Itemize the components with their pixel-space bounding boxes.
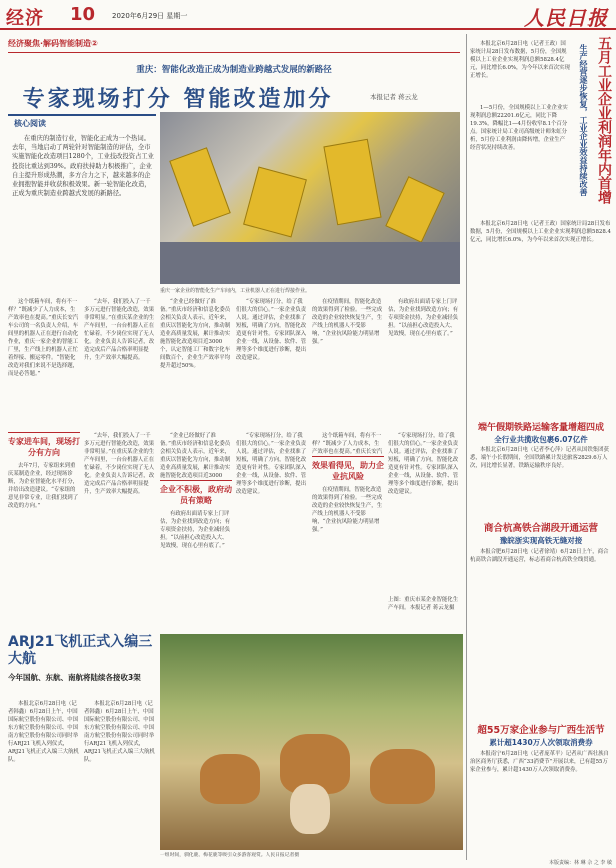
- subhead-2-text: 有政府出面请专家上门评估，为企业找到改造方向；有专项资金扶持，为企业减轻负担。“以前担心改造投入大、见效慢，现在心里有底了。”: [160, 511, 231, 549]
- high-speed-rail-headline: 商合杭高铁合湖段开通运营: [483, 523, 598, 534]
- railway-headline: 端午假期铁路运输客量增超四成: [477, 423, 604, 433]
- subhead-expert-scoring: 专家进车间，现场打分有方向: [8, 437, 80, 457]
- arj21-headline: ARJ21飞机正式入编三大航: [8, 634, 153, 667]
- article-column-3: “企业已经做好了准备。”重庆市经济和信息化委员会相关负责人表示，近年来，重庆以智能化为方向，推动制造业高质量发展，累计推动实施智能化改造项目近3000个，认定智能工厂和数字化车间数百个，企业生产效率平均提升超过50%。: [160, 299, 231, 369]
- section-name: 经济: [6, 8, 44, 29]
- article-column-6b: “专家现场打分，给了我们很大的信心。”一家企业负责人说。通过评估，企业找准了短板，明确了方向，智能化改造更有针对性。专家团队深入企业一线，从设备、软件、管理等多个维度进行诊断，提出改造建议。: [388, 433, 459, 495]
- subhead-rule: [312, 456, 384, 457]
- article-column-2: “去年，我们投入了一千多万元进行智能化改造，效果非常明显。”在重庆某企业的生产车间里，一台台机器人正在忙碌着，不少岗位实现了无人化。企业负责人告诉记者，改造完成后产品合格率明显提升，生产效率大幅提高。: [84, 299, 155, 361]
- newspaper-logo: 人民日报: [524, 6, 608, 30]
- article-column-5b: 这个纸箱车间，将有不一样？“既减少了人力成本，生产效率也在提高。”重庆长安汽: [312, 433, 383, 454]
- banner-rule: [8, 52, 460, 53]
- arj21-text-col-1: 本报北京6月28日电（记者韩鑫）6月28日上午，中国国际航空股份有限公司、中国东方航空股份有限公司、中国南方航空股份有限公司同时举行ARJ21飞机入列仪式，ARJ21飞机正式入编三大航机队。: [8, 701, 79, 763]
- article-column-6: 有政府出面请专家上门评估，为企业找到改造方向；有专项资金扶持，为企业减轻负担。“以前担心改造投入大、见效慢，现在心里有底了。”: [388, 299, 459, 337]
- railway-subheadline: 全行业共揽收包裹6.07亿件: [494, 435, 588, 444]
- article-column-5: 在疫情期间，智能化改造的效果得到了检验。一些完成改造的企业较快恢复生产，生产线上的机器人不受影响，“企业抗风险能力明显增强。”: [312, 299, 383, 345]
- guangxi-festival-text: 本报南宁6月28日电（记者庞革平）记者从广西壮族自治区商务厅获悉，广西“33消费节”开展以来，已有超55万家企业参与，累计超1430万人次领取消费券。: [470, 751, 609, 773]
- factory-photo-caption: 重庆一家企业的智能化生产车间内，工业机器人正在进行焊接作业。: [160, 288, 311, 294]
- industrial-profit-text-2: 本报北京6月28日电（记者王政）国家统计局28日发布数据，5月份，全国规模以上工业企业实现利润总额5828.4亿元，同比增长6.0%，为今年以来首次实现正增长。: [470, 221, 611, 243]
- subhead-visible-results: 效果看得见，助力企业抗风险: [312, 461, 384, 481]
- robot-arm-icon: [169, 147, 231, 226]
- column-divider: [466, 34, 467, 860]
- article-column-4: “专家现场打分，给了我们很大的信心。”一家企业负责人说。通过评估，企业找准了短板，明确了方向，智能化改造更有针对性。专家团队深入企业一线，从设备、软件、管理等多个维度进行诊断，提出改造建议。: [236, 299, 307, 361]
- subhead-rule: [160, 480, 232, 481]
- core-reading-title: 核心阅读: [14, 119, 46, 128]
- core-reading-text: 在重庆的制造行业，智能化正成为一个热词。去年，当地启动了两轮针对智能制造的评估，全市实施智能化改造项目1280个，工业技改投资占工业投资比重达到39%。政府扶持助力积极推广，企业自主提升形成热潮，多方合力之下，越来越多的企业拥抱智能并收获积极效果。新一轮智能化改造，正成为重庆制造业跨越式发展的新路径。: [12, 135, 154, 198]
- industrial-profit-headline: 五月工业企业利润年内首增: [596, 36, 612, 204]
- child-figure: [290, 784, 330, 834]
- article-column-1: 这个纸箱车间，将有不一样？“既减少了人力成本，生产效率也在提高。”重庆长安汽车公司的一名负责人介绍，车间里的机器人正在进行自动化作业，重庆一家企业的智能工厂里，生产线上的机器人正忙着焊接、搬运零件。“智能化改造对我们来说不是选择题，而是必答题。”: [8, 299, 79, 377]
- article-headline: 专家现场打分 智能改造加分: [22, 87, 334, 112]
- guangxi-festival-headline: 超55万家企业参与广西生活节: [477, 725, 605, 736]
- arj21-text-col-2: 本报北京6月28日电（记者韩鑫）6月28日上午，中国国际航空股份有限公司、中国东方航空股份有限公司、中国南方航空股份有限公司同时举行ARJ21飞机入列仪式，ARJ21飞机正式入编三大航机队。: [84, 701, 155, 763]
- deer-photo-caption: 一组时间，驯化鹿、梅花鹿等吸引众多游客观赏。人民日报记者摄: [160, 853, 300, 858]
- subhead-government-mobilization: 企业不积极，政府动员有策略: [160, 485, 232, 505]
- high-speed-rail-subheadline: 豫皖浙实现高铁无缝对接: [499, 536, 583, 545]
- article-column-2b: “去年，我们投入了一千多万元进行智能化改造，效果非常明显。”在重庆某企业的生产车间里，一台台机器人正在忙碌着，不少岗位实现了无人化。企业负责人告诉记者，改造完成后产品合格率明显提升，生产效率大幅提高。: [84, 433, 155, 495]
- column-banner: 经济聚焦·解码智能制造②: [8, 39, 98, 48]
- photo-note: 上图：重庆市某企业智能化生产车间。本报记者 蒋云龙摄: [388, 597, 459, 611]
- issue-date: 2020年6月29日 星期一: [112, 12, 188, 20]
- industrial-profit-subheadline: 生产经营逐步恢复，工业企业效益持续改善: [579, 44, 588, 196]
- subhead-rule: [8, 432, 80, 433]
- article-kicker: 重庆：智能化改造正成为制造业跨越式发展的新路径: [136, 65, 332, 75]
- robot-arm-icon: [243, 167, 307, 238]
- article-byline: 本报记者 蒋云龙: [370, 93, 418, 101]
- subhead-1-text: 去年7月，专家组来到重庆某制造企业，经过现场诊断，为企业智能化水平打分，并给出改造建议。“专家组的意见非常专业，让我们找到了改造的方向。”: [8, 463, 79, 509]
- arj21-subheadline: 今年国航、东航、南航将陆续各接收3架: [8, 673, 141, 682]
- factory-robot-photo: [160, 112, 460, 284]
- page-number: 10: [70, 4, 96, 25]
- guangxi-festival-subheadline: 累计超1430万人次领取消费券: [489, 738, 593, 747]
- deer-photo: [160, 634, 463, 850]
- article-column-3b: “企业已经做好了准备。”重庆市经济和信息化委员会相关负责人表示，近年来，重庆以智能化为方向，推动制造业高质量发展，累计推动实施智能化改造项目近3000: [160, 433, 231, 478]
- page-editors: 本版责编：林 琳 佘 之 李 敏: [549, 860, 612, 866]
- high-speed-rail-text: 本报合肥6月28日电（记者徐靖）6月28日上午，商合杭高铁合湖段开通运营，标志着商合杭高铁全线贯通。: [470, 549, 609, 563]
- deer-body: [200, 754, 260, 804]
- robot-arm-icon: [385, 176, 444, 243]
- industrial-profit-lead: 本报北京6月28日电（记者王政）国家统计局28日发布数据，5月份，全国规模以上工业企业实现利润总额5828.4亿元，同比增长6.0%，为今年以来首次实现正增长。: [470, 41, 570, 79]
- robot-arm-icon: [323, 139, 381, 226]
- subhead-3-text: 在疫情期间，智能化改造的效果得到了检验。一些完成改造的企业较快恢复生产，生产线上的机器人不受影响，“企业抗风险能力明显增强。”: [312, 487, 383, 533]
- factory-floor: [160, 242, 460, 284]
- railway-text: 本报北京6月28日电（记者李心萍）记者从国铁集团获悉，端午小长假期间，全国铁路累计发送旅客2829.6万人次，同比增长显著，铁路运输秩序良好。: [470, 447, 609, 469]
- deer-body: [370, 749, 435, 804]
- article-column-4b: “专家现场打分，给了我们很大的信心。”一家企业负责人说。通过评估，企业找准了短板，明确了方向，智能化改造更有针对性。专家团队深入企业一线，从设备、软件、管理等多个维度进行诊断，提出改造建议。: [236, 433, 307, 495]
- industrial-profit-text: 1—5月份，全国规模以上工业企业实现利润总额22201.6亿元，同比下降19.3%，降幅比1—4月份收窄8.1个百分点。国家统计局工业司高级统计师朱虹分析，5月份工业利润由降转增，企业生产经营状况持续改善。: [470, 105, 568, 151]
